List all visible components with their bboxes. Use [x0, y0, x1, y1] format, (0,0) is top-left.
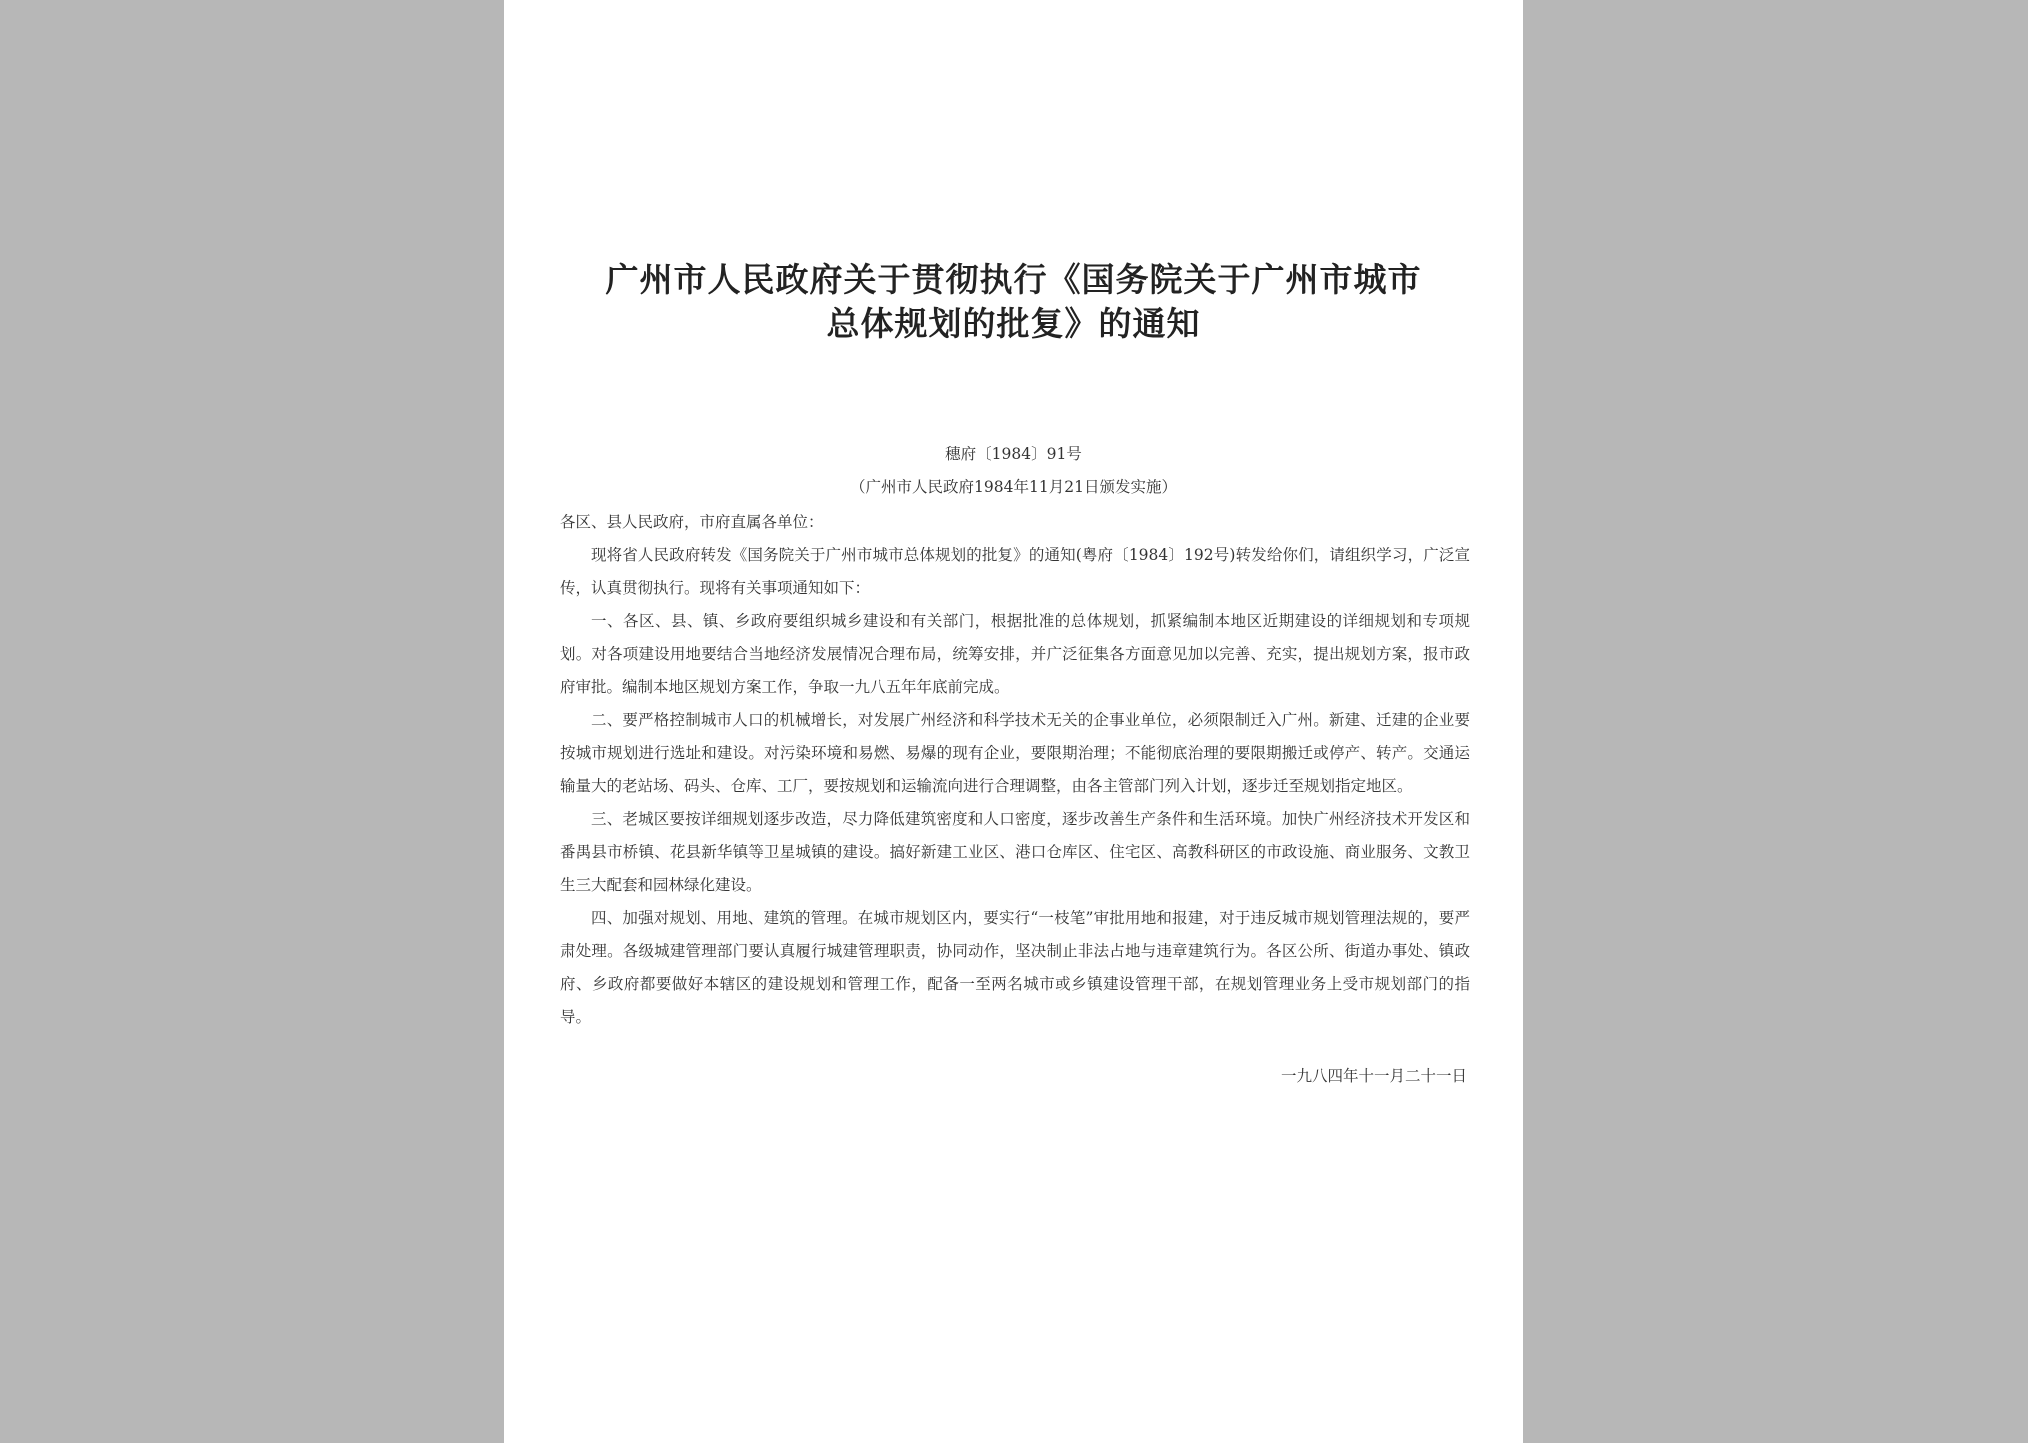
document-body [560, 506, 1470, 1034]
salutation: 各区、县人民政府，市府直属各单位： [560, 513, 824, 531]
document-page [504, 0, 1523, 1443]
title-line-2: 总体规划的批复》的通知 [826, 304, 1201, 343]
issued-note: （广州市人民政府1984年11月21日颁发实施） [850, 478, 1177, 496]
paragraph-item-1: 一、各区、县、镇、乡政府要组织城乡建设和有关部门，根据批准的总体规划，抓紧编制本地区近期建设的详细规划和专项规划。对各项建设用地要结合当地经济发展情况合理布局，统筹安排，并广泛征集各方面意见加以完善、充实，提出规划方案，报市政府审批。编制本地区规划方案工作，争取一九八五年年底前完成。 [560, 612, 1470, 696]
paragraph-intro: 现将省人民政府转发《国务院关于广州市城市总体规划的批复》的通知(粤府〔1984〕192号)转发给你们，请组织学习，广泛宣传，认真贯彻执行。现将有关事项通知如下： [560, 546, 1470, 597]
document-number: 穗府〔1984〕91号 [945, 445, 1082, 463]
paragraph-item-2: 二、要严格控制城市人口的机械增长，对发展广州经济和科学技术无关的企事业单位，必须限制迁入广州。新建、迁建的企业要按城市规划进行选址和建设。对污染环境和易燃、易爆的现有企业，要限期治理；不能彻底治理的要限期搬迁或停产、转产。交通运输量大的老站场、码头、仓库、工厂，要按规划和运输流向进行合理调整，由各主管部门列入计划，逐步迁至规划指定地区。 [560, 711, 1470, 795]
signing-date: 一九八四年十一月二十一日 [1280, 1067, 1467, 1085]
title-line-1: 广州市人民政府关于贯彻执行《国务院关于广州市城市 [605, 260, 1422, 299]
document-title [554, 258, 1473, 346]
paragraph-item-4: 四、加强对规划、用地、建筑的管理。在城市规划区内，要实行“一枝笔”审批用地和报建，对于违反城市规划管理法规的，要严肃处理。各级城建管理部门要认真履行城建管理职责，协同动作，坚决制止非法占地与违章建筑行为。各区公所、街道办事处、镇政府、乡政府都要做好本辖区的建设规划和管理工作，配备一至两名城市或乡镇建设管理干部，在规划管理业务上受市规划部门的指导。 [560, 909, 1470, 1026]
paragraph-item-3: 三、老城区要按详细规划逐步改造，尽力降低建筑密度和人口密度，逐步改善生产条件和生活环境。加快广州经济技术开发区和番禺县市桥镇、花县新华镇等卫星城镇的建设。搞好新建工业区、港口仓库区、住宅区、高教科研区的市政设施、商业服务、文教卫生三大配套和园林绿化建设。 [560, 810, 1470, 894]
